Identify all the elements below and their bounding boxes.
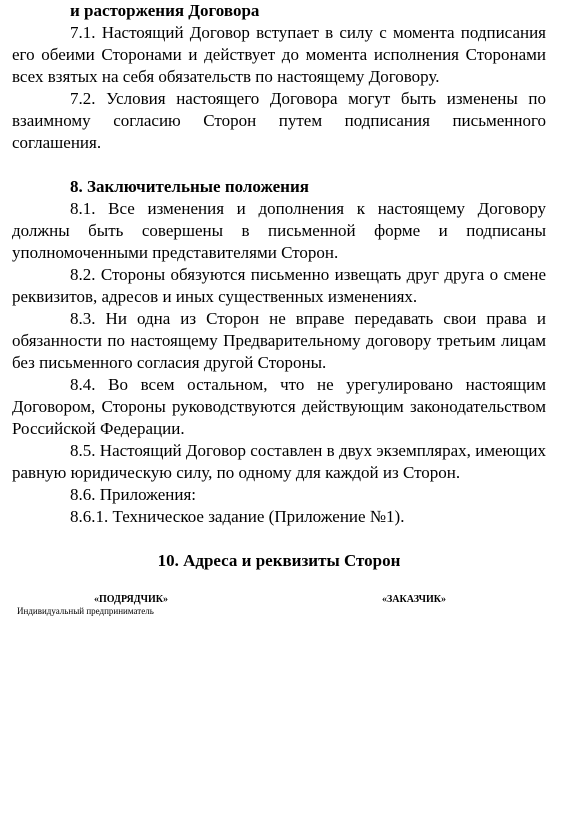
clause-8-3: 8.3. Ни одна из Сторон не вправе передавать свои права и обязанности по настоящему Предварительному договору третьим лицам без письменного согласия другой Стороны. xyxy=(12,309,546,372)
clause-8-6: 8.6. Приложения: xyxy=(70,485,196,504)
spacer xyxy=(12,154,546,176)
clause-7-2: 7.2. Условия настоящего Договора могут быть изменены по взаимному согласию Сторон путем подписания письменного соглашения. xyxy=(12,89,546,152)
clause-8-4: 8.4. Во всем остальном, что не урегулировано настоящим Договором, Стороны руководствуются действующим законодательством Российской Федерации. xyxy=(12,375,546,438)
clause-8-6-1: 8.6.1. Техническое задание (Приложение №1). xyxy=(70,507,405,526)
clause-8-1: 8.1. Все изменения и дополнения к настоящему Договору должны быть совершены в письменной форме и подписаны уполномоченными представителями Сторон. xyxy=(12,199,546,262)
signature-labels xyxy=(12,590,546,620)
spacer xyxy=(12,528,546,550)
clause-8-5: 8.5. Настоящий Договор составлен в двух экземплярах, имеющих равную юридическую силу, по одному для каждой из Сторон. xyxy=(12,441,546,482)
contractor-label: «ПОДРЯДЧИК» xyxy=(94,594,169,605)
clause-8-2: 8.2. Стороны обязуются письменно извещать друг друга о смене реквизитов, адресов и иных существенных изменениях. xyxy=(12,265,546,306)
contractor-type: Индивидуальный предприниматель xyxy=(17,606,154,616)
section-7-heading: и расторжения Договора xyxy=(70,1,260,20)
customer-label: «ЗАКАЗЧИК» xyxy=(382,594,446,605)
section-10-heading: 10. Адреса и реквизиты Сторон xyxy=(157,551,401,570)
clause-7-1: 7.1. Настоящий Договор вступает в силу с момента подписания его обеими Сторонами и действует до момента исполнения Сторонами всех взятых на себя обязательств по настоящему Договору. xyxy=(12,23,546,86)
section-8-heading: 8. Заключительные положения xyxy=(70,177,309,196)
